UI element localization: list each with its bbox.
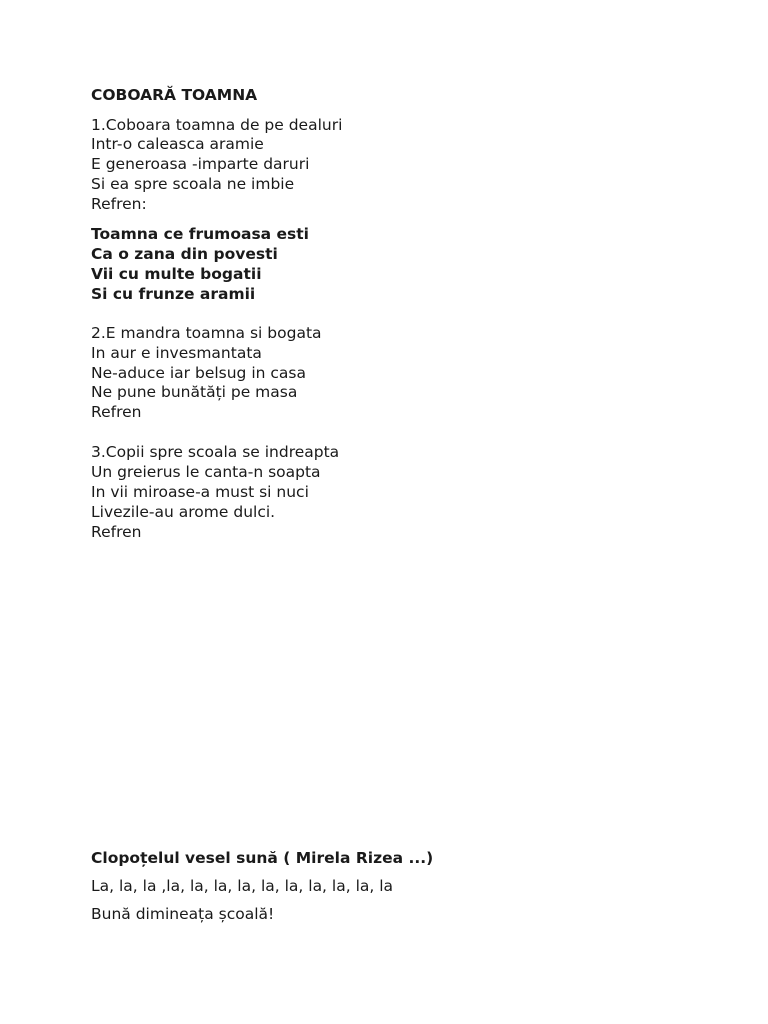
song1-title: COBOARĂ TOAMNA bbox=[91, 86, 258, 104]
verse-line: Ne-aduce iar belsug in casa bbox=[91, 364, 306, 382]
chorus-line: Si cu frunze aramii bbox=[91, 285, 256, 303]
verse-line: 2.E mandra toamna si bogata bbox=[91, 324, 322, 342]
verse-line: 3.Copii spre scoala se indreapta bbox=[91, 443, 340, 461]
song2-line: Bună dimineața școală! bbox=[91, 905, 275, 923]
refrain-marker: Refren bbox=[91, 523, 142, 541]
verse-line: Livezile-au arome dulci. bbox=[91, 503, 276, 521]
verse-line: E generoasa -imparte daruri bbox=[91, 155, 310, 173]
chorus-line: Vii cu multe bogatii bbox=[91, 265, 262, 283]
chorus-line: Toamna ce frumoasa esti bbox=[91, 225, 309, 243]
refrain-marker: Refren: bbox=[91, 195, 147, 213]
refrain-marker: Refren bbox=[91, 403, 142, 421]
verse-line: In aur e invesmantata bbox=[91, 344, 262, 362]
verse-line: Intr-o caleasca aramie bbox=[91, 135, 264, 153]
verse-line: Un greierus le canta-n soapta bbox=[91, 463, 321, 481]
verse-line: Si ea spre scoala ne imbie bbox=[91, 175, 295, 193]
verse-line: 1.Coboara toamna de pe dealuri bbox=[91, 116, 343, 134]
song2-title: Clopoțelul vesel sună ( Mirela Rizea ...) bbox=[91, 849, 434, 867]
verse-line: In vii miroase-a must si nuci bbox=[91, 483, 309, 501]
verse-line: Ne pune bunătăți pe masa bbox=[91, 383, 298, 401]
song2-line: La, la, la ,la, la, la, la, la, la, la, la, la, la bbox=[91, 877, 394, 895]
chorus-line: Ca o zana din povesti bbox=[91, 245, 278, 263]
